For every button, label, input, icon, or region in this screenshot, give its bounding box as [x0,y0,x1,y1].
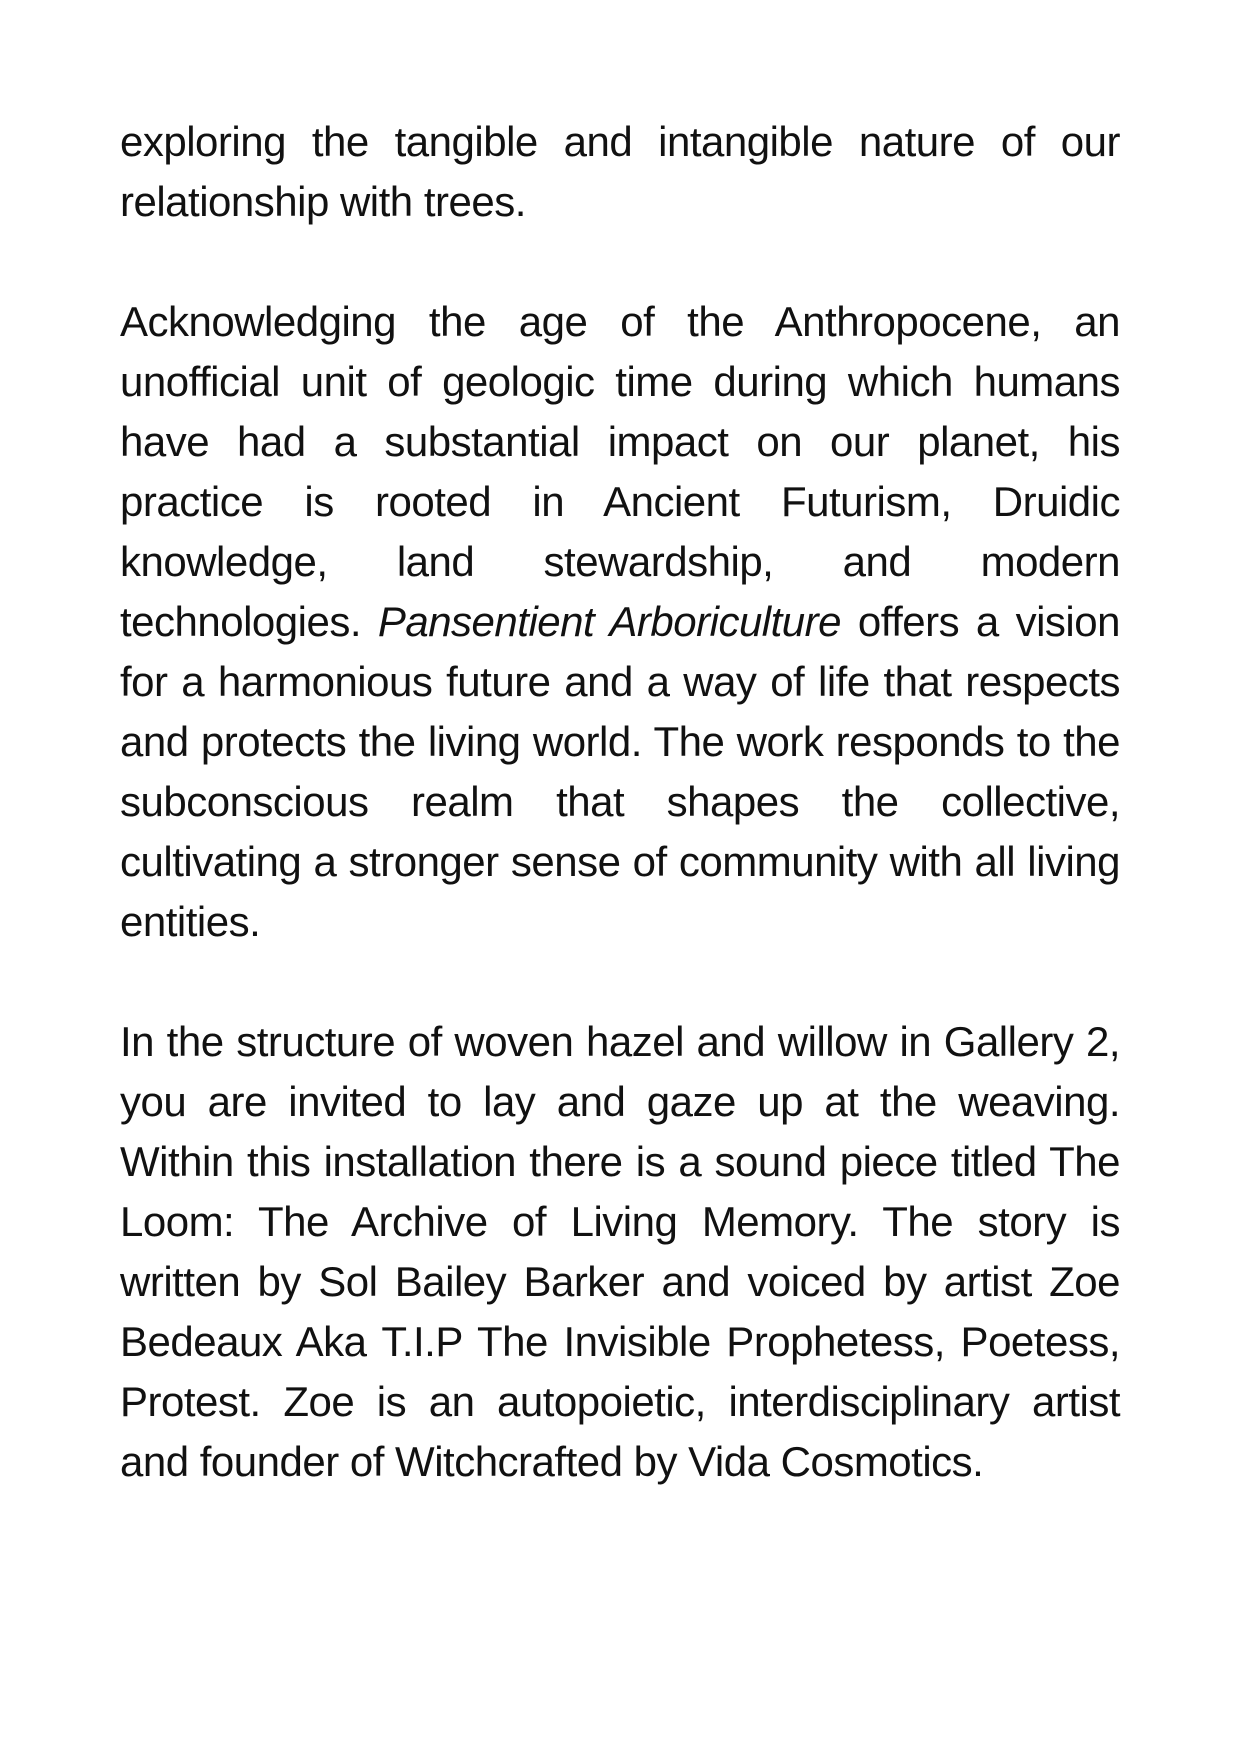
paragraph-installation: In the structure of woven hazel and willow in Gallery 2, you are invited to lay and gaze up at the weaving. Within this installation there is a sound piece titled The Loom: The Archive of Living Memory. The story is written by Sol Bailey Barker and voiced by artist Zoe Bedeaux Aka T.I.P The Invisible Prophetess, Poetess, Protest. Zoe is an autopoietic, interdisciplinary artist and founder of Witchcrafted by Vida Cosmotics. [120,1018,1120,1485]
work-title: Pansentient Arboriculture [377,598,842,645]
paragraph-anthropocene [120,292,1120,952]
body-text [120,112,1120,1492]
paragraph-anthropocene-lead: Acknowledging the age of the Anthropocene, an unofficial unit of geologic time during which humans have had a substantial impact on our planet, his practice is rooted in Ancient Futurism, Druidic knowledge, land stewardship, and modern technologies. [120,298,1120,645]
paragraph-intro: exploring the tangible and intangible nature of our relationship with trees. [120,118,1120,225]
paragraph-anthropocene-tail: offers a vision for a harmonious future and a way of life that respects and protects the living world. The work responds to the subconscious realm that shapes the collective, cultivating a stronger sense of community with all living entities. [120,598,1120,945]
